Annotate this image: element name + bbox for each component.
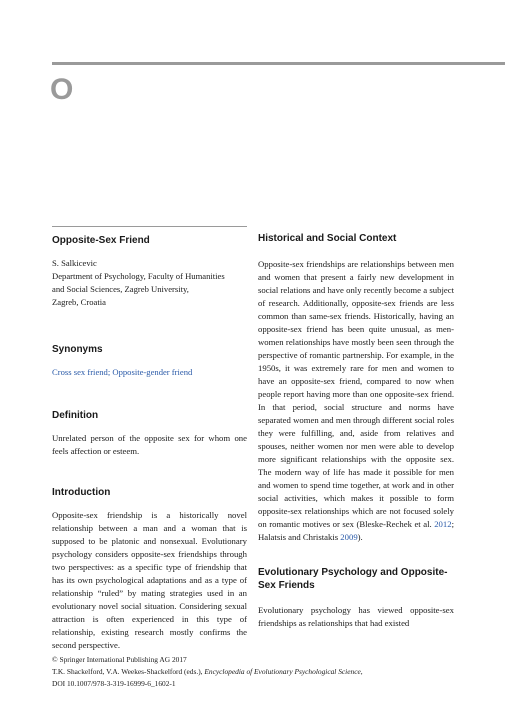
citation-line	[52, 666, 452, 678]
left-column	[52, 226, 247, 652]
page-footer	[52, 654, 452, 690]
affiliation-line: Zagreb, Croatia	[52, 297, 106, 307]
evolutionary-heading: Evolutionary Psychology and Opposite-Sex Friends	[258, 567, 448, 591]
copyright-line: © Springer International Publishing AG 2017	[52, 655, 187, 664]
book-title-end: ,	[360, 667, 363, 676]
introduction-text: Opposite-sex friendship is a historically novel relationship between a man and a woman that is supposed to be platonic and nonsexual. Evolutionary psychology considers opposite-sex friendships through two perspectives: as a specific type of friendship that has its own psychological adaptations and as a type of relationship “ruled” by mating strategies used in an evolutionary novel social situation. Considering sexual attraction is often experienced in this type of relationship, existing research mostly confirms the second perspective.	[52, 510, 247, 650]
historical-text-main: Opposite-sex friendships are relationships between men and women that present a fairly new development in social relations and have only recently become a subject of research. Additionally, opposite-sex friends are less common than same-sex friends. Historically, having an opposite-sex friend has been quite unusual, as men-women relationships have mostly been seen through the perspective of romantic partnership. For example, in the 1950s, it was extremely rare for men and women to have an opposite-sex friend, compared to now when people report having more than one opposite-sex friend. In that period, social structure and norms have separated women and men through different social roles they were fulfilling, and, aside from relatives and spouses, neither women nor men were able to develop more significant relationships with the opposite sex. The modern way of life has made it possible for men and women to spend time together, at work and in other social activities, which makes it possible to form opposite-sex relationships which are not focused solely on romantic motives or sex (Bleske-Rechek et al.	[258, 259, 454, 529]
historical-text	[258, 258, 454, 544]
affiliation-line: Department of Psychology, Faculty of Humanities	[52, 271, 225, 281]
introduction-heading: Introduction	[52, 487, 111, 498]
doi-line: DOI 10.1007/978-3-319-16999-6_1602-1	[52, 679, 176, 688]
book-title: Encyclopedia of Evolutionary Psychological Science	[204, 667, 361, 676]
author-block	[52, 257, 247, 309]
synonyms-links[interactable]: Cross sex friend; Opposite-gender friend	[52, 367, 193, 377]
author-name: S. Salkicevic	[52, 258, 97, 268]
right-column	[258, 232, 454, 630]
chapter-letter: O	[50, 73, 74, 106]
affiliation-line: and Social Sciences, Zagreb University,	[52, 284, 189, 294]
editors-text: T.K. Shackelford, V.A. Weekes-Shackelford (eds.),	[52, 667, 205, 676]
title-rule	[52, 226, 247, 227]
historical-heading: Historical and Social Context	[258, 233, 397, 244]
citation-link[interactable]: 2009	[340, 532, 358, 542]
entry-title: Opposite-Sex Friend	[52, 235, 150, 246]
historical-text-end: ).	[357, 532, 363, 542]
historical-text-mid: ; Halatsis and Christakis	[258, 519, 454, 542]
definition-text: Unrelated person of the opposite sex for whom one feels affection or esteem.	[52, 433, 247, 456]
citation-link[interactable]: 2012	[434, 519, 452, 529]
synonyms-heading: Synonyms	[52, 344, 103, 355]
top-rule	[52, 62, 505, 65]
definition-heading: Definition	[52, 410, 99, 421]
evolutionary-text: Evolutionary psychology has viewed opposite-sex friendships as relationships that had existed	[258, 605, 454, 628]
